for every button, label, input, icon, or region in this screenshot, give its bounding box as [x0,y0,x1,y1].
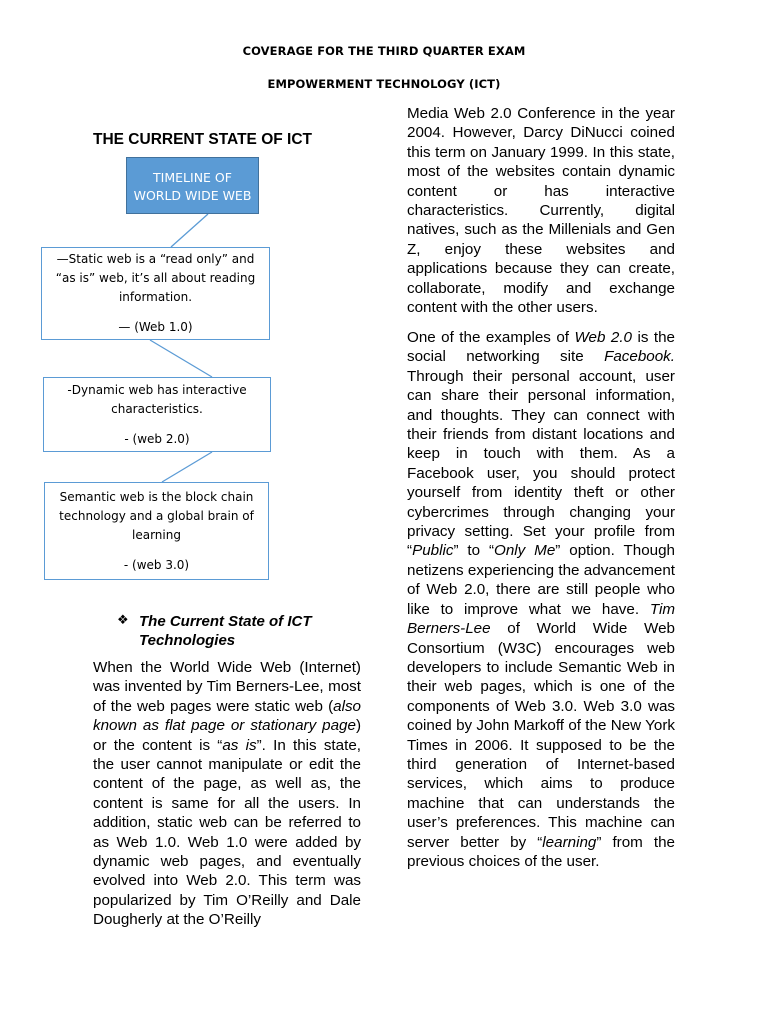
web3-label: - (web 3.0) [123,557,190,572]
text-run: is the social networking site [407,329,675,366]
document-header-subject: EMPOWERMENT TECHNOLOGY (ICT) [267,77,501,91]
text-run: Media Web 2.0 Conference in the year 2004. However, Darcy DiNucci coined this term on January 1999. In this state, most of the websites contain dynamic content or has interactive characteristics. Currently, digital natives, such as the Millenials and Gen Z, enjoy these websites and applications because they can create, collaborate, modify and exchange content with the other users. [407,105,675,317]
timeline-title-line: TIMELINE OF [153,169,232,185]
subheading-line: Technologies [139,632,236,649]
web3-box [44,482,269,580]
text-run: ” to “ [453,542,495,560]
web1-box [41,247,270,340]
subheading [139,612,359,650]
connector-line [162,452,212,482]
italic-run: Web 2.0 [574,329,632,346]
italic-run: Only Me [494,542,556,560]
italic-run: as is [222,736,257,754]
connector-line [171,214,208,247]
timeline-title-line: WORLD WIDE WEB [133,187,252,203]
subheading-line: The Current State of ICT [139,613,312,630]
web3-description-line: Semantic web is the block chain [59,489,254,504]
web2-description-line: -Dynamic web has interactive [67,382,247,397]
left-paragraph [93,658,361,930]
italic-run: Tim Berners-Lee [407,600,675,638]
web2-label: - (web 2.0) [124,431,190,446]
italic-run: learning [542,833,597,851]
text-run: When the World Wide Web (Internet) was invented by Tim Berners-Lee, most of the web pages were static web ( [93,659,361,715]
italic-run: Facebook. [604,348,675,366]
right-paragraph-1 [407,104,675,317]
text-run: ” from the previous choices of the user. [407,833,675,870]
web2-description-line: characteristics. [111,401,203,416]
section-title: THE CURRENT STATE OF ICT [93,131,312,148]
web2-box [43,377,271,452]
text-run: One of the examples of [407,329,575,346]
right-paragraph-2 [407,328,675,871]
document-header-title: COVERAGE FOR THE THIRD QUARTER EXAM [242,44,526,58]
web3-description-line: learning [132,527,181,542]
diamond-bullet-icon: ❖ [117,613,129,628]
italic-run: also known as flat page or stationary page [93,697,361,735]
connector-line [150,340,212,377]
timeline-title-box [126,157,259,214]
web1-description-line: information. [118,290,193,304]
text-run: ” option. Though netizens experiencing the advancement of Web 2.0, there are still people who like to improve what we have. [407,542,675,618]
web1-label: — (Web 1.0) [118,320,193,334]
text-run: ) or the content is “ [93,717,361,754]
text-run: of World Wide Web Consortium (W3C) encourages web developers to include Semantic Web in their web pages, which is one of the components of Web 3.0. Web 3.0 was coined by John Markoff of the New York Times in 2006. It supposed to be the third generation of Internet-based services, which aims to produce machine that can understands the user’s preferences. This machine can server better by “ [407,620,675,851]
web1-description-line: “as is” web, it’s all about reading [55,271,256,285]
web1-description-line: —Static web is a “read only” and [56,252,255,266]
text-run: ”. In this state, the user cannot manipulate or edit the content of the page, as well as, the content is same for all the users. In addition, static web can be referred to as Web 1.0. Web 1.0 were added by dynamic web pages, and eventually evolved into Web 2.0. This term was popularized by Tim O’Reilly and Dale Dougherly at the O’Reilly [93,736,361,929]
web3-description-line: technology and a global brain of [59,508,254,523]
italic-run: Public [412,542,454,560]
text-run: Through their personal account, user can share their personal information, and thoughts. They can connect with their friends from distant locations and keep in touch with them. As a Facebook user, you should protect yourself from identity theft or other cybercrimes through changing your privacy setting. Set your profile from “ [407,367,675,560]
